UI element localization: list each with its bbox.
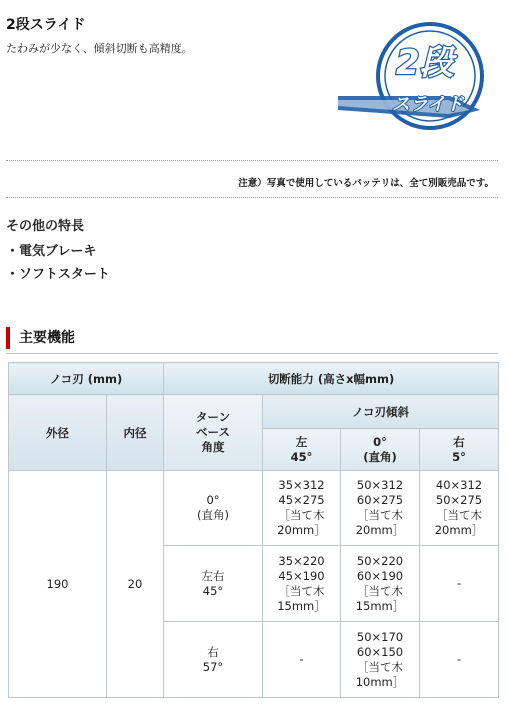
inner-diameter-header: 内径 xyxy=(107,395,164,471)
blade-tilt-header: ノコ刃傾斜 xyxy=(263,395,499,429)
turn-angle-cell: 左右 45° xyxy=(164,546,263,622)
divider-dotted xyxy=(6,197,498,198)
badge-line2: スライド xyxy=(392,94,464,115)
spec-rule xyxy=(6,353,498,354)
turn-angle-cell: 0° (直角) xyxy=(164,471,263,546)
spec-heading: 主要機能 xyxy=(6,327,75,349)
capacity-cell: 35×312 45×275 ［当て木 20mm］ xyxy=(263,471,341,546)
capacity-cell: 35×220 45×190 ［当て木 15mm］ xyxy=(263,546,341,622)
badge-line1: 2段 xyxy=(396,43,454,83)
divider-dotted xyxy=(6,160,498,161)
turn-base-angle-header: ターン ベース 角度 xyxy=(164,395,263,471)
capacity-cell: 40×312 50×275 ［当て木 20mm］ xyxy=(420,471,499,546)
features-title: その他の特長 xyxy=(6,219,85,234)
capacity-cell: 50×170 60×150 ［当て木 10mm］ xyxy=(341,622,420,698)
inner-diameter-value: 20 xyxy=(107,471,164,698)
capacity-cell: - xyxy=(420,546,499,622)
section-subtitle: たわみが少なく、傾斜切断も高精度。 xyxy=(6,42,193,55)
tilt-left-45-header: 左 45° xyxy=(263,429,341,471)
capacity-cell: - xyxy=(420,622,499,698)
outer-diameter-header: 外径 xyxy=(9,395,107,471)
turn-angle-cell: 右 57° xyxy=(164,622,263,698)
feature-item: ・ソフトスタート xyxy=(6,267,110,282)
two-stage-slide-badge xyxy=(330,18,500,138)
outer-diameter-value: 190 xyxy=(9,471,107,698)
battery-note: 注意）写真で使用しているバッテリは、全て別販売品です。 xyxy=(238,178,494,189)
tilt-0-header: 0° (直角) xyxy=(341,429,420,471)
blade-header: ノコ刃 (mm) xyxy=(9,363,164,395)
section-title: 2段スライド xyxy=(6,17,86,33)
feature-item: ・電気ブレーキ xyxy=(6,244,97,259)
tilt-right-5-header: 右 5° xyxy=(420,429,499,471)
cutting-capacity-header: 切断能力 (高さx幅mm) xyxy=(164,363,499,395)
capacity-cell: - xyxy=(263,622,341,698)
capacity-cell: 50×220 60×190 ［当て木 15mm］ xyxy=(341,546,420,622)
spec-table xyxy=(8,362,499,698)
capacity-cell: 50×312 60×275 ［当て木 20mm］ xyxy=(341,471,420,546)
